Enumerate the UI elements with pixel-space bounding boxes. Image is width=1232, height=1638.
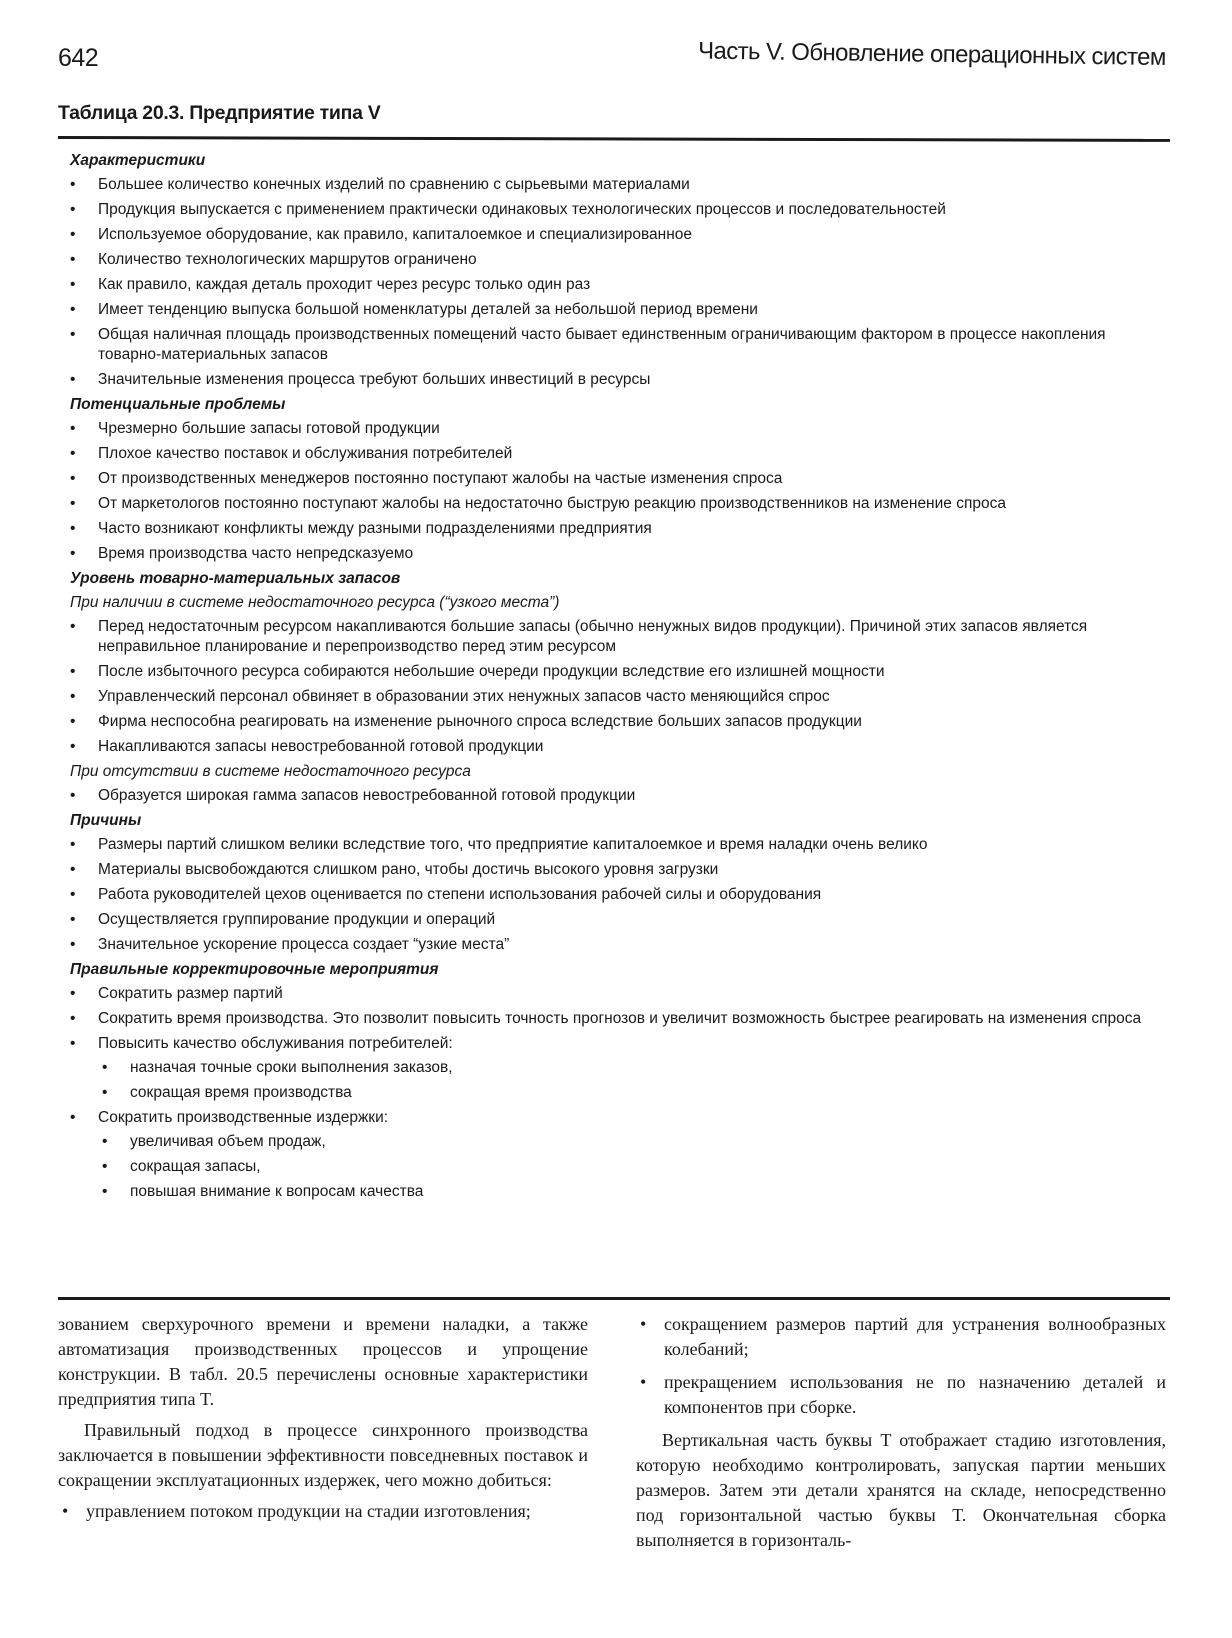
- list-item: [66, 1034, 1170, 1103]
- bullet-icon: •: [640, 1314, 647, 1334]
- list-item: • Значительное ускорение процесса создает “узкие места”: [66, 935, 1170, 955]
- list-item: • Общая наличная площадь производственных помещений часто бывает единственным ограничивающим фактором в процессе накопления товарно-материальных запасов: [66, 325, 1170, 365]
- list-item: • От производственных менеджеров постоянно поступают жалобы на частые изменения спроса: [66, 469, 1170, 489]
- list-item: • Перед недостаточным ресурсом накапливаются большие запасы (обычно ненужных видов продукции). Причиной этих запасов является неправильное планирование и перепроизводство перед этим ресурсом: [66, 617, 1170, 657]
- list-item: • Время производства часто непредсказуемо: [66, 544, 1170, 564]
- right-column: [636, 1312, 1166, 1559]
- causes-list: [66, 835, 1170, 955]
- running-head: Часть V. Обновление операционных систем: [698, 37, 1167, 71]
- paragraph: Правильный подход в процессе синхронного производства заключается в повышении эффективности повседневных поставок и сокращении эксплуатационных издержек, чего можно добиться:: [58, 1420, 588, 1490]
- table-bottom-rule: [58, 1297, 1170, 1300]
- bullet-item: [58, 1499, 588, 1524]
- bullet-text: сокращением размеров партий для устранения волнообразных колебаний;: [664, 1314, 1166, 1359]
- table-body: [66, 148, 1170, 1207]
- nested-list-item: • назначая точные сроки выполнения заказов,: [98, 1058, 1170, 1078]
- bullet-item: [636, 1312, 1166, 1362]
- list-item-text: Повысить качество обслуживания потребителей:: [98, 1035, 453, 1052]
- nested-list: [98, 1058, 1170, 1103]
- list-item: • От маркетологов постоянно поступают жалобы на недостаточно быструю реакцию производственников на изменение спроса: [66, 494, 1170, 514]
- bullet-text: прекращением использования не по назначению деталей и компонентов при сборке.: [664, 1372, 1166, 1417]
- paragraph: зованием сверхурочного времени и времени наладки, а также автоматизация производственных процессов и упрощение конструкции. В табл. 20.5 перечислены основные характеристики предприятия типа T.: [58, 1314, 588, 1409]
- list-item: • Сократить размер партий: [66, 984, 1170, 1004]
- inventory-with-constraint-list: [66, 617, 1170, 757]
- list-item: • Материалы высвобождаются слишком рано, чтобы достичь высокого уровня загрузки: [66, 860, 1170, 880]
- bullet-icon: •: [62, 1501, 69, 1521]
- bullet-item: [636, 1370, 1166, 1420]
- problems-list: [66, 419, 1170, 564]
- page-number: 642: [58, 44, 99, 72]
- list-item: • Работа руководителей цехов оценивается по степени использования рабочей силы и оборудования: [66, 885, 1170, 905]
- section-heading-causes: Причины: [70, 812, 142, 829]
- section-heading-characteristics: Характеристики: [70, 152, 206, 169]
- list-item: • Плохое качество поставок и обслуживания потребителей: [66, 444, 1170, 464]
- subheading-without-constraint: При отсутствии в системе недостаточного ресурса: [70, 763, 471, 780]
- nested-list-item: • сокращая время производства: [98, 1083, 1170, 1103]
- list-item-text: Сократить производственные издержки:: [98, 1109, 389, 1126]
- list-item: • Как правило, каждая деталь проходит через ресурс только один раз: [66, 275, 1170, 295]
- paragraph: Вертикальная часть буквы T отображает стадию изготовления, которую необходимо контролировать, запуская партии меньших размеров. Затем эти детали хранятся на складе, непосредственно под горизонтальной частью буквы T. Окончательная сборка выполняется в горизонталь-: [636, 1430, 1166, 1550]
- bullet-icon: •: [640, 1372, 647, 1392]
- section-heading-problems: Потенциальные проблемы: [70, 396, 286, 413]
- corrective-actions-list: [66, 984, 1170, 1202]
- list-item: • Фирма неспособна реагировать на изменение рыночного спроса вследствие больших запасов продукции: [66, 712, 1170, 732]
- list-item: • Часто возникают конфликты между разными подразделениями предприятия: [66, 519, 1170, 539]
- section-heading-corrective-actions: Правильные корректировочные мероприятия: [70, 961, 439, 978]
- characteristics-list: [66, 175, 1170, 390]
- list-item: • Используемое оборудование, как правило, капиталоемкое и специализированное: [66, 225, 1170, 245]
- bullet-text: управлением потоком продукции на стадии изготовления;: [86, 1501, 531, 1521]
- list-item: • Количество технологических маршрутов ограничено: [66, 250, 1170, 270]
- list-item: • Размеры партий слишком велики вследствие того, что предприятие капиталоемкое и время наладки очень велико: [66, 835, 1170, 855]
- inventory-without-constraint-list: [66, 786, 1170, 806]
- nested-list-item: • повышая внимание к вопросам качества: [98, 1182, 1170, 1202]
- list-item: • Накапливаются запасы невостребованной готовой продукции: [66, 737, 1170, 757]
- list-item: • Большее количество конечных изделий по сравнению с сырьевыми материалами: [66, 175, 1170, 195]
- list-item: • Образуется широкая гамма запасов невостребованной готовой продукции: [66, 786, 1170, 806]
- subheading-with-constraint: При наличии в системе недостаточного ресурса (“узкого места”): [70, 594, 560, 611]
- nested-list: [98, 1132, 1170, 1202]
- list-item: • Чрезмерно большие запасы готовой продукции: [66, 419, 1170, 439]
- section-heading-inventory: Уровень товарно-материальных запасов: [70, 570, 401, 587]
- list-item: • Значительные изменения процесса требуют больших инвестиций в ресурсы: [66, 370, 1170, 390]
- list-item: • Имеет тенденцию выпуска большой номенклатуры деталей за небольшой период времени: [66, 300, 1170, 320]
- table-top-rule: [58, 136, 1170, 142]
- nested-list-item: • сокращая запасы,: [98, 1157, 1170, 1177]
- nested-list-item: • увеличивая объем продаж,: [98, 1132, 1170, 1152]
- left-column: [58, 1312, 588, 1532]
- list-item: • Осуществляется группирование продукции и операций: [66, 910, 1170, 930]
- list-item: • Продукция выпускается с применением практически одинаковых технологических процессов и последовательностей: [66, 200, 1170, 220]
- list-item: [66, 1108, 1170, 1202]
- table-caption: Таблица 20.3. Предприятие типа V: [58, 102, 381, 124]
- list-item: • Управленческий персонал обвиняет в образовании этих ненужных запасов часто меняющийся спрос: [66, 687, 1170, 707]
- list-item: • После избыточного ресурса собираются небольшие очереди продукции вследствие его излишней мощности: [66, 662, 1170, 682]
- list-item: • Сократить время производства. Это позволит повысить точность прогнозов и увеличит возможность быстрее реагировать на изменения спроса: [66, 1009, 1170, 1029]
